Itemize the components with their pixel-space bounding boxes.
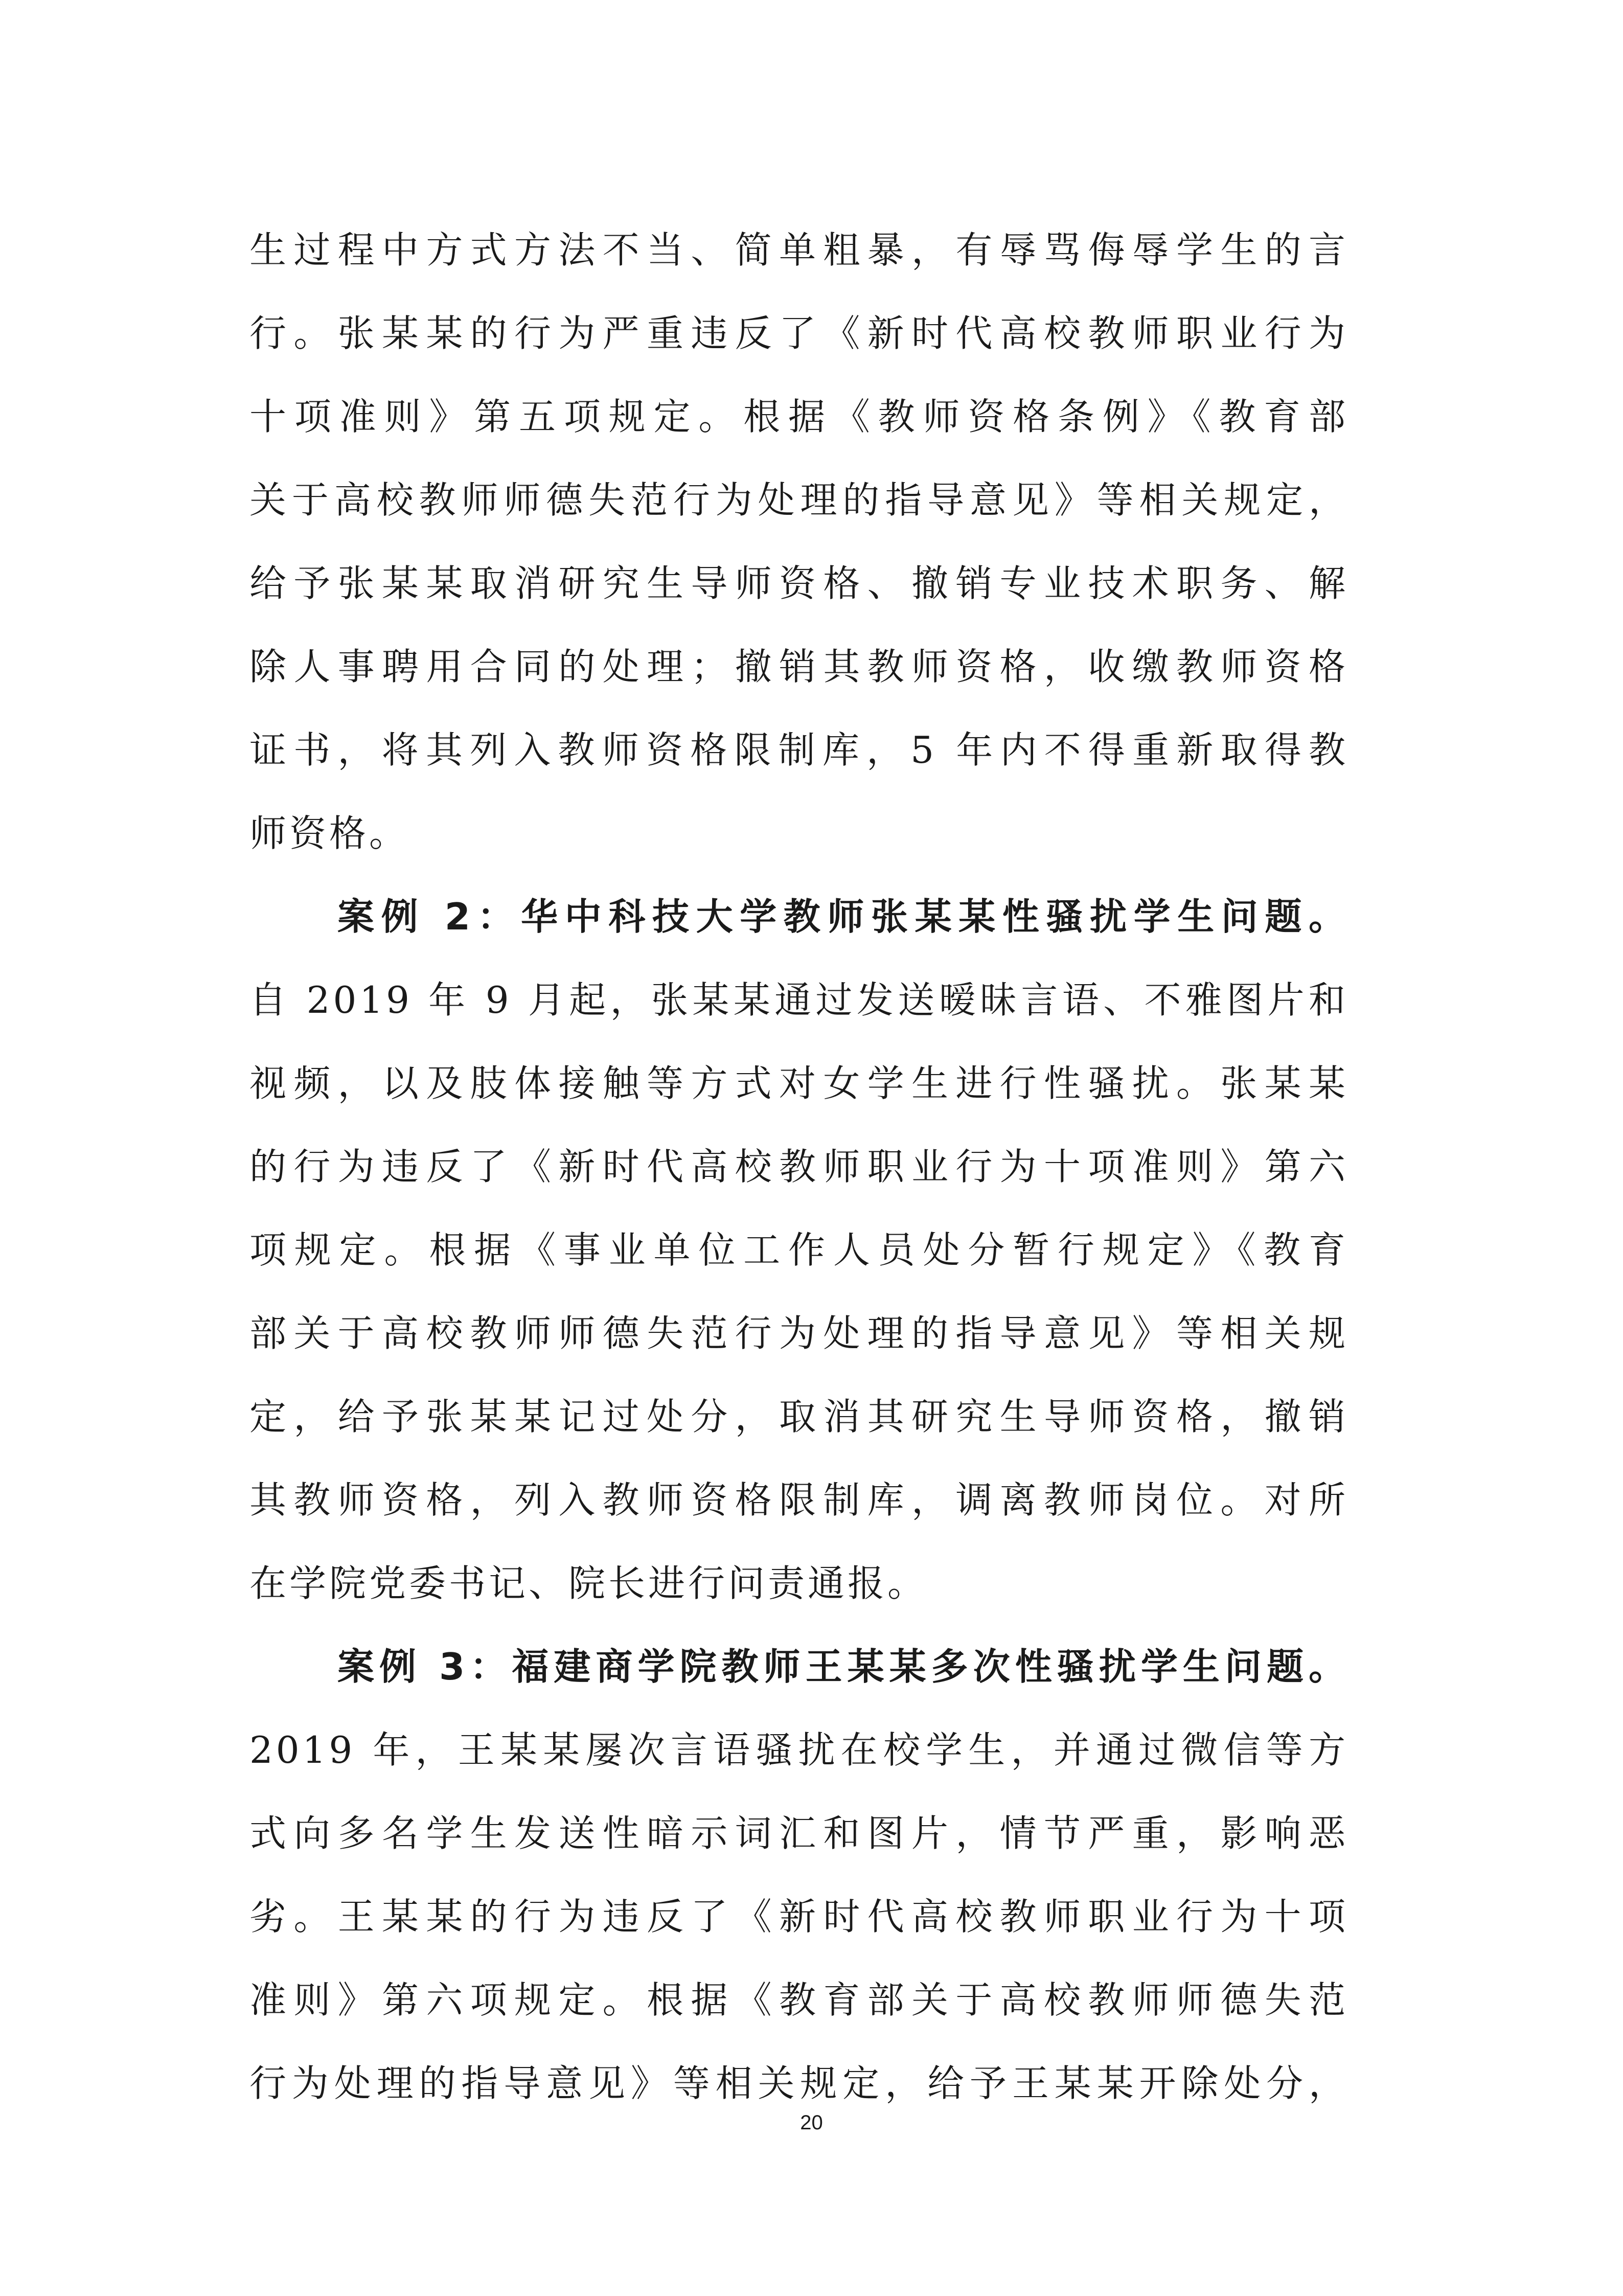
text-line: 生过程中方式方法不当、简单粗暴，有辱骂侮辱学生的言: [249, 229, 1348, 271]
text-line: 行。张某某的行为严重违反了《新时代高校教师职业行为: [249, 312, 1348, 355]
text-line: 准则》第六项规定。根据《教育部关于高校教师师德失范: [249, 1979, 1348, 2021]
text-line: 劣。王某某的行为违反了《新时代高校教师职业行为十项: [249, 1895, 1348, 1938]
text-line: 在学院党委书记、院长进行问责通报。: [249, 1562, 928, 1605]
text-line: 部关于高校教师师德失范行为处理的指导意见》等相关规: [249, 1312, 1348, 1355]
text-line: 定，给予张某某记过处分，取消其研究生导师资格，撤销: [249, 1395, 1348, 1438]
text-line: 其教师资格，列入教师资格限制库，调离教师岗位。对所: [249, 1479, 1348, 1521]
text-line: 式向多名学生发送性暗示词汇和图片，情节严重，影响恶: [249, 1812, 1348, 1855]
text-line: 师资格。: [249, 812, 409, 855]
text-line: 行为处理的指导意见》等相关规定，给予王某某开除处分，: [249, 2062, 1348, 2105]
text-line: 的行为违反了《新时代高校教师职业行为十项准则》第六: [249, 1145, 1348, 1188]
page-number: 20: [800, 2111, 823, 2134]
text-line: 项规定。根据《事业单位工作人员处分暂行规定》《教育: [249, 1229, 1348, 1271]
text-line: 视频，以及肢体接触等方式对女学生进行性骚扰。张某某: [249, 1062, 1348, 1105]
text-line: 除人事聘用合同的处理；撤销其教师资格，收缴教师资格: [249, 645, 1348, 688]
case-heading: 案例 2：华中科技大学教师张某某性骚扰学生问题。: [337, 895, 1348, 938]
text-line: 十项准则》第五项规定。根据《教师资格条例》《教育部: [249, 395, 1348, 438]
document-body: [249, 209, 1348, 2125]
text-line: 2019 年，王某某屡次言语骚扰在校学生，并通过微信等方: [249, 1729, 1348, 1771]
text-line: 自 2019 年 9 月起，张某某通过发送暧昧言语、不雅图片和: [249, 979, 1348, 1021]
text-line: 给予张某某取消研究生导师资格、撤销专业技术职务、解: [249, 562, 1348, 605]
case-heading: 案例 3：福建商学院教师王某某多次性骚扰学生问题。: [337, 1645, 1348, 1688]
text-line: 关于高校教师师德失范行为处理的指导意见》等相关规定，: [249, 479, 1348, 521]
text-line: 证书，将其列入教师资格限制库，5 年内不得重新取得教: [249, 729, 1348, 771]
